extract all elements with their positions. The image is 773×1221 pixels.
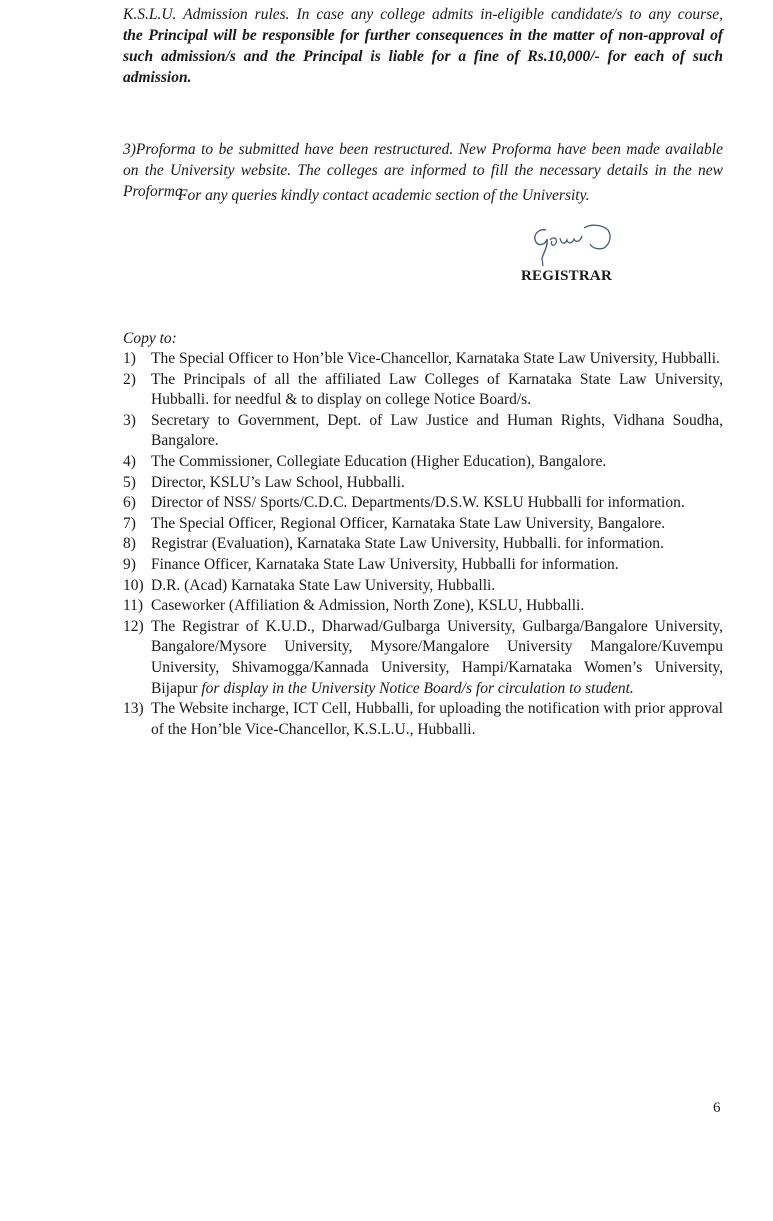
signature-image <box>528 222 616 268</box>
top-paragraph <box>123 6 723 88</box>
queries-line: For any queries kindly contact academic section of the University. <box>178 187 590 204</box>
list-item: 7) The Special Officer, Regional Officer, Karnataka State Law University, Bangalore. <box>123 514 666 532</box>
list-item: 2) The Principals of all the affiliated Law Colleges of Karnataka State Law University, Hubballi. for needful & to display on college Notice Board/s. <box>123 370 723 409</box>
list-item: 6) Director of NSS/ Sports/C.D.C. Departments/D.S.W. KSLU Hubballi for information. <box>123 494 685 512</box>
list-item: 5) Director, KSLU’s Law School, Hubballi. <box>123 473 405 491</box>
copy-to-heading: Copy to: <box>123 330 177 347</box>
list-item: 12) The Registrar of K.U.D., Dharwad/Gulbarga University, Gulbarga/Bangalore University, Bangalore/Mysore University, Mysore/Mangalore University Mangalore/Kuvempu University, Shivamogga/Kannada University, Hampi/Karnataka Women’s University, Bijapur for display in the University Notice Board/s for circulation to student. <box>123 617 723 697</box>
list-item: 13) The Website incharge, ICT Cell, Hubballi, for uploading the notification with prior approval of the Hon’ble Vice-Chancellor, K.S.L.U., Hubballi. <box>123 700 723 738</box>
list-item: 11) Caseworker (Affiliation & Admission, North Zone), KSLU, Hubballi. <box>123 597 585 615</box>
list-item: 4) The Commissioner, Collegiate Education (Higher Education), Bangalore. <box>123 452 607 470</box>
signatory-title: REGISTRAR <box>521 268 612 284</box>
list-item: 3) Secretary to Government, Dept. of Law Justice and Human Rights, Vidhana Soudha, Bangalore. <box>123 411 723 450</box>
clipped-top-line: K.S.L.U. Admission rules. In case any college admits in-eligible candidate/s to any course, <box>123 6 723 23</box>
list-item: 1) The Special Officer to Hon’ble Vice-Chancellor, Karnataka State Law University, Hubballi. <box>123 350 720 367</box>
list-item: 8) Registrar (Evaluation), Karnataka State Law University, Hubballi. for information. <box>123 535 664 553</box>
page-number: 6 <box>713 1100 721 1116</box>
list-item: 9) Finance Officer, Karnataka State Law University, Hubballi for information. <box>123 555 619 573</box>
list-item: 10) D.R. (Acad) Karnataka State Law University, Hubballi. <box>123 576 496 594</box>
principal-responsibility-text: the Principal will be responsible for further consequences in the matter of non-approval of such admission/s and the Principal is liable for a fine of Rs.10,000/- for each of such admission. <box>123 27 723 86</box>
copy-to-list <box>123 349 723 740</box>
proforma-paragraph: 3)Proforma to be submitted have been restructured. New Proforma have been made available on the University website. The colleges are informed to fill the necessary details in the new Proforma. <box>123 140 723 200</box>
